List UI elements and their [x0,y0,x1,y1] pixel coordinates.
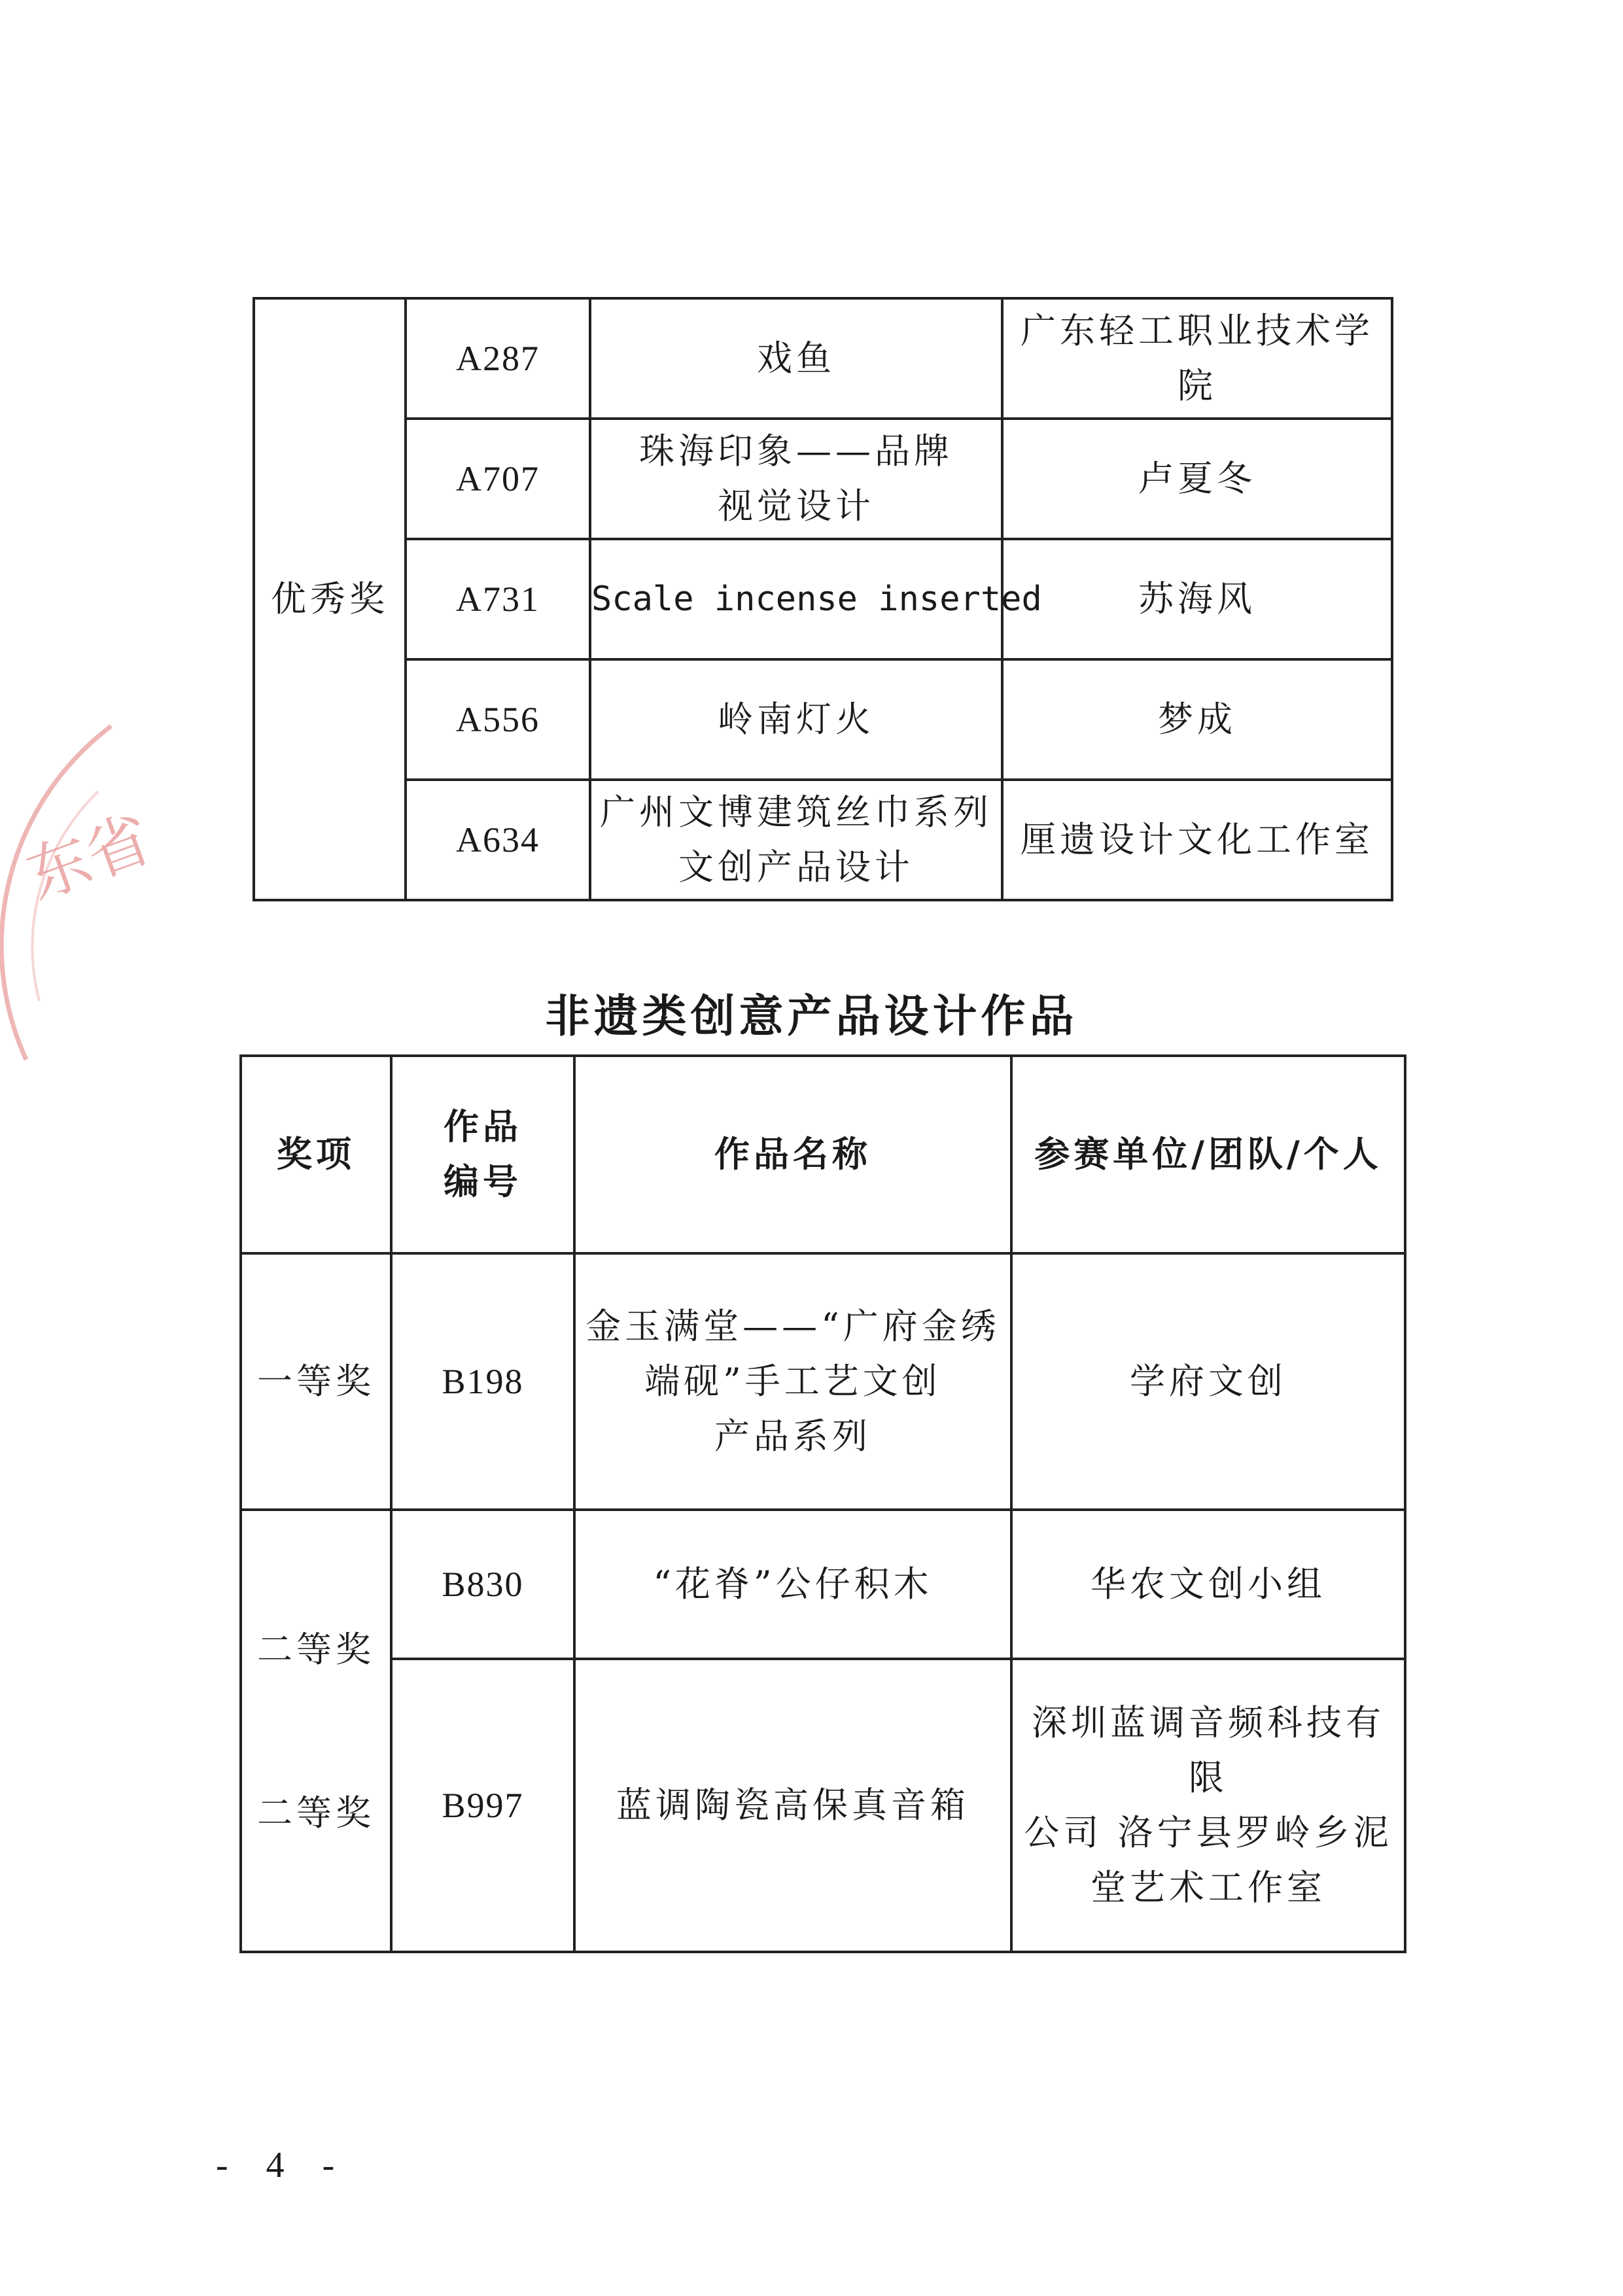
award-cell: 优秀奖 [254,298,406,900]
table-row [254,298,1392,419]
entrant-name: 卢夏冬 [1002,419,1392,539]
table-header-row [241,1056,1405,1253]
header-entrant: 参赛单位/团队/个人 [1011,1056,1405,1253]
entry-title: “花脊”公仔积木 [574,1510,1011,1659]
award-label-top: 二等奖 [257,1629,375,1670]
entry-id: A731 [406,539,590,659]
entry-title: 金玉满堂——“广府金绣 端砚”手工艺文创 产品系列 [574,1253,1011,1510]
excellence-award-table [253,297,1393,901]
header-award: 奖项 [241,1056,391,1253]
entrant-name: 厘遗设计文化工作室 [1002,780,1392,900]
award-cell: 一等奖 [241,1253,391,1510]
entry-title: 珠海印象——品牌 视觉设计 [590,419,1002,539]
award-cell [241,1510,391,1952]
entry-title: 岭南灯火 [590,659,1002,780]
page-number: - 4 - [216,2145,349,2185]
entry-id: A707 [406,419,590,539]
entry-title: 蓝调陶瓷高保真音箱 [574,1659,1011,1952]
entry-id: A287 [406,298,590,419]
intangible-heritage-award-table [239,1054,1406,1953]
entrant-name: 梦成 [1002,659,1392,780]
entrant-name: 华农文创小组 [1011,1510,1405,1659]
header-id: 作品 编号 [391,1056,574,1253]
entry-title: 广州文博建筑丝巾系列 文创产品设计 [590,780,1002,900]
section-title: 非遗类创意产品设计作品 [545,991,1078,1043]
entry-title: 戏鱼 [590,298,1002,419]
award-label-bottom: 二等奖 [257,1792,375,1834]
header-title: 作品名称 [574,1056,1011,1253]
entrant-name: 深圳蓝调音频科技有限 公司 洛宁县罗岭乡泥 堂艺术工作室 [1011,1659,1405,1952]
entrant-name: 广东轻工职业技术学院 [1002,298,1392,419]
table-row [254,419,1392,539]
entry-id: A634 [406,780,590,900]
table-row [254,539,1392,659]
entry-id: B198 [391,1253,574,1510]
svg-text:东省: 东省 [17,801,160,914]
entry-title: Scale incense inserted [590,539,1002,659]
entrant-name: 苏海风 [1002,539,1392,659]
entry-id: B830 [391,1510,574,1659]
entrant-name: 学府文创 [1011,1253,1405,1510]
entry-id: B997 [391,1659,574,1952]
table-row [254,659,1392,780]
table-row [241,1510,1405,1659]
entry-id: A556 [406,659,590,780]
table-row [254,780,1392,900]
table-row [241,1659,1405,1952]
table-row [241,1253,1405,1510]
